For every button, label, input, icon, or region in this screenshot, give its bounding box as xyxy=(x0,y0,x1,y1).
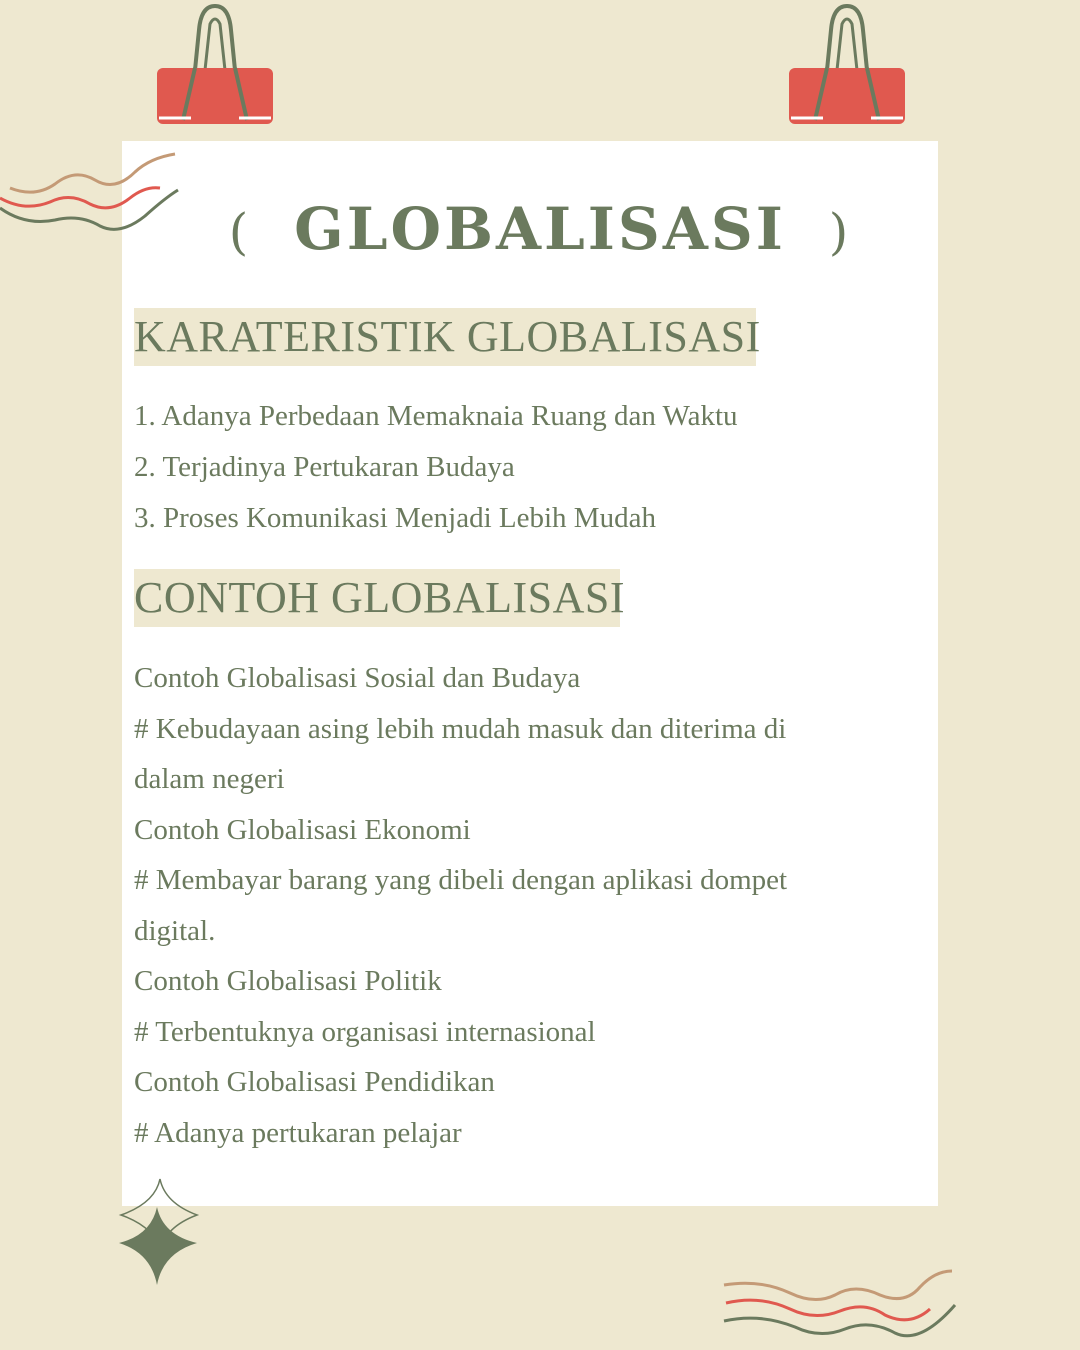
title-close-paren: ) xyxy=(828,203,852,261)
example-line: # Kebudayaan asing lebih mudah masuk dan diterima di xyxy=(134,712,787,745)
section-heading-contoh: CONTOH GLOBALISASI xyxy=(134,569,620,627)
binder-clip-icon xyxy=(787,0,907,128)
example-line: # Adanya pertukaran pelajar xyxy=(134,1116,462,1149)
example-line: # Membayar barang yang dibeli dengan aplikasi dompet xyxy=(134,864,788,896)
binder-clip-icon xyxy=(155,0,275,128)
example-line: Contoh Globalisasi Politik xyxy=(134,965,442,997)
list-item: 2. Terjadinya Pertukaran Budaya xyxy=(134,451,515,483)
examples-list xyxy=(134,653,934,1158)
page-title xyxy=(0,195,1080,275)
list-item: 3. Proses Komunikasi Menjadi Lebih Mudah xyxy=(134,502,656,534)
list-item: 1. Adanya Perbedaan Memaknaia Ruang dan Waktu xyxy=(134,400,738,432)
title-open-paren: ( xyxy=(228,203,252,261)
example-line: digital. xyxy=(134,914,216,947)
example-line: dalam negeri xyxy=(134,763,285,795)
squiggle-lines xyxy=(720,1265,960,1350)
example-line: # Terbentuknya organisasi internasional xyxy=(134,1015,596,1048)
example-line: Contoh Globalisasi Ekonomi xyxy=(134,813,471,846)
example-line: Contoh Globalisasi Sosial dan Budaya xyxy=(134,662,581,694)
sparkle-star-icon xyxy=(115,1175,205,1290)
title-text: GLOBALISASI xyxy=(294,195,786,263)
example-line: Contoh Globalisasi Pendidikan xyxy=(134,1066,495,1098)
characteristics-list xyxy=(134,391,738,544)
section-heading-karakteristik: KARATERISTIK GLOBALISASI xyxy=(134,308,756,366)
